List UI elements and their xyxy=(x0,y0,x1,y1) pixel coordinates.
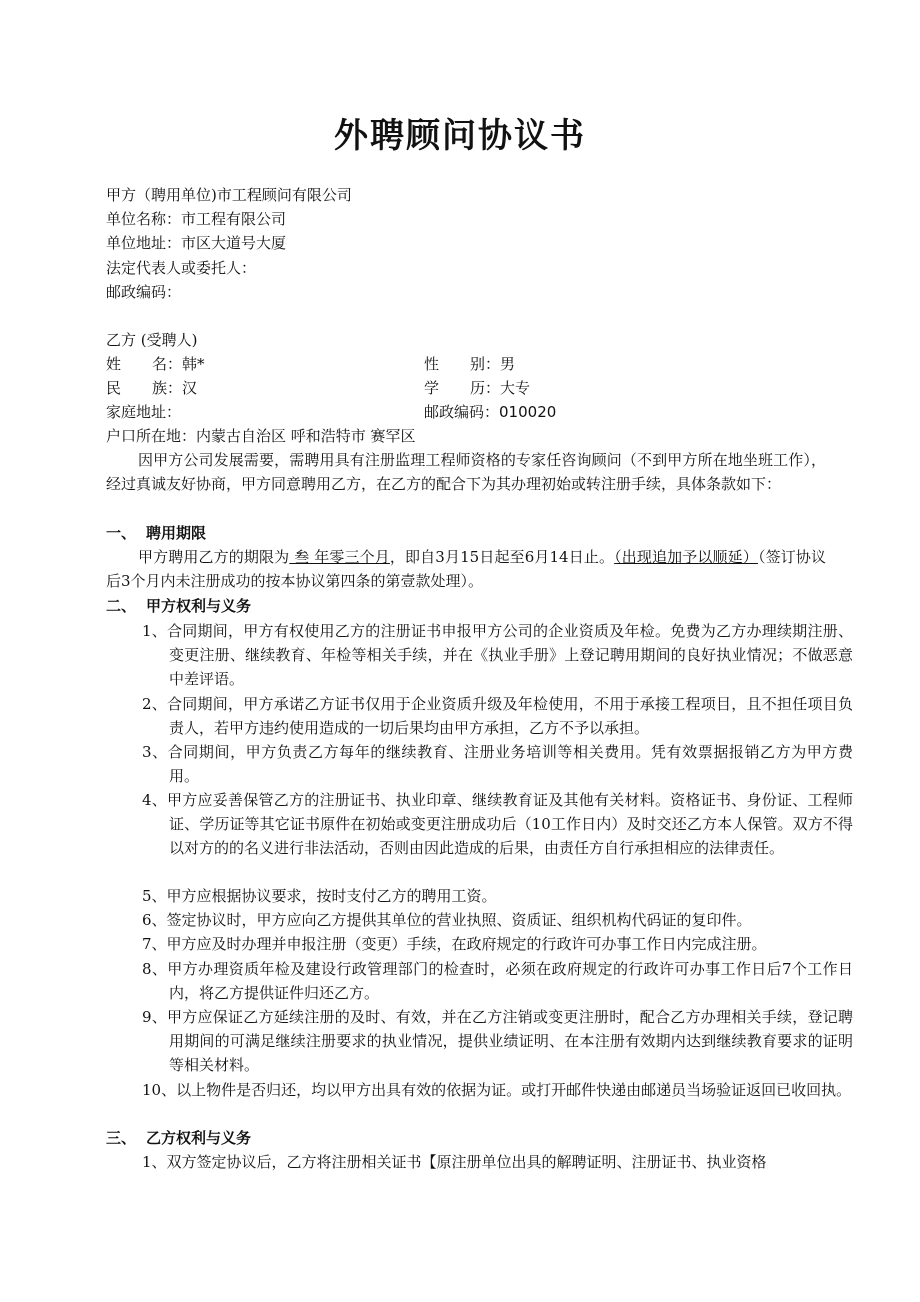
party-b-gender-field xyxy=(424,352,515,376)
education-value: 大专 xyxy=(500,379,531,397)
section-1-title: 聘用期限 xyxy=(146,524,207,542)
section-2-number: 二、 xyxy=(106,597,137,615)
party-a-legal-rep: 法定代表人或委托人： xyxy=(106,259,257,277)
section-3-heading xyxy=(106,1126,251,1150)
party-a-header: 甲方（聘用单位)市工程顾问有限公司 xyxy=(106,186,352,204)
postcode-value: 010020 xyxy=(499,403,557,421)
party-a-unit-name: 单位名称：市工程有限公司 xyxy=(106,210,287,228)
education-label-1: 学 xyxy=(424,379,440,397)
section-2-heading xyxy=(106,594,251,618)
intro-paragraph: 因甲方公司发展需要，需聘用具有注册监理工程师资格的专家任咨询顾问（不到甲方所在地坐班工作），经过真诚友好协商，甲方同意聘用乙方，在乙方的配合下为其办理初始或转注册手续，具体条款如下： xyxy=(106,451,826,493)
section-1-heading xyxy=(106,521,206,545)
gender-label-1: 性 xyxy=(424,355,440,373)
party-b-education-field xyxy=(424,376,530,400)
postcode-label: 邮政编码： xyxy=(424,403,500,421)
ethnicity-value: 汉 xyxy=(182,379,198,397)
name-value: 韩* xyxy=(182,355,205,373)
term-text-b: ，即自3月15日起至6月14日止。 xyxy=(389,548,615,566)
party-a-unit-address: 单位地址：市区大道号大厦 xyxy=(106,234,287,252)
gender-label-2: 别： xyxy=(470,355,501,373)
gender-value: 男 xyxy=(500,355,516,373)
party-b-name-field xyxy=(106,352,205,376)
party-a-postcode: 邮政编码： xyxy=(106,283,182,301)
party-b-ethnicity-field xyxy=(106,376,197,400)
section-2-item: 3、合同期间，甲方负责乙方每年的继续教育、注册业务培训等相关费用。凭有效票据报销乙方为甲方费用。 xyxy=(142,743,853,785)
term-extension: （出现追加予以顺延） xyxy=(614,548,758,566)
name-label-1: 姓 xyxy=(106,355,122,373)
section-2-item: 4、甲方应妥善保管乙方的注册证书、执业印章、继续教育证及其他有关材料。资格证书、身份证、工程师证、学历证等其它证书原件在初始或变更注册成功后（10工作日内）及时交还乙方本人保管。双方不得以对方的的名义进行非法活动，否则由因此造成的后果，由责任方自行承担相应的法律责任。 xyxy=(142,791,853,857)
name-label-2: 名： xyxy=(152,355,183,373)
section-2-item: 1、合同期间，甲方有权使用乙方的注册证书申报甲方公司的企业资质及年检。免费为乙方办理续期注册、变更注册、继续教育、年检等相关手续，并在《执业手册》上登记聘用期间的良好执业情况；不做恶意中差评语。 xyxy=(142,622,853,688)
section-1-number: 一、 xyxy=(106,524,137,542)
section-2-item: 9、甲方应保证乙方延续注册的及时、有效，并在乙方注销或变更注册时，配合乙方办理相关手续，登记聘用期间的可满足继续注册要求的执业情况，提供业绩证明、在本注册有效期内达到继续教育要求的证明等相关材料。 xyxy=(142,1008,853,1074)
section-2-item: 7、甲方应及时办理并申报注册（变更）手续，在政府规定的行政许可办事工作日内完成注册。 xyxy=(142,935,767,953)
party-b-home-address: 家庭地址： xyxy=(106,403,182,421)
section-2-item: 5、甲方应根据协议要求，按时支付乙方的聘用工资。 xyxy=(142,887,497,905)
section-3-item: 1、双方签定协议后，乙方将注册相关证书【原注册单位出具的解聘证明、注册证书、执业资格 xyxy=(142,1153,767,1171)
section-1-paragraph xyxy=(106,545,826,593)
section-2-item: 6、签定协议时，甲方应向乙方提供其单位的营业执照、资质证、组织机构代码证的复印件。 xyxy=(142,911,752,929)
ethnicity-label-1: 民 xyxy=(106,379,122,397)
section-3-title: 乙方权利与义务 xyxy=(146,1129,252,1147)
section-2-item: 2、合同期间，甲方承诺乙方证书仅用于企业资质升级及年检使用，不用于承接工程项目，且不担任项目负责人，若甲方违约使用造成的一切后果均由甲方承担，乙方不予以承担。 xyxy=(142,695,853,737)
party-b-hukou: 户口所在地：内蒙古自治区 呼和浩特市 赛罕区 xyxy=(106,427,416,445)
term-text-c: （签订协议后3个月内未注册成功的按本协议第四条的第壹款处理）。 xyxy=(106,548,826,590)
section-3-number: 三、 xyxy=(106,1129,137,1147)
party-b-header: 乙方 (受聘人) xyxy=(106,331,198,349)
ethnicity-label-2: 族： xyxy=(152,379,183,397)
section-2-item: 8、甲方办理资质年检及建设行政管理部门的检查时，必须在政府规定的行政许可办事工作日后7个工作日内，将乙方提供证件归还乙方。 xyxy=(142,960,853,1002)
section-2-item: 10、以上物件是否归还，均以甲方出具有效的依据为证。或打开邮件快递由邮递员当场验证返回已收回执。 xyxy=(142,1081,852,1099)
document-title: 外聘顾问协议书 xyxy=(334,116,586,156)
section-2-title: 甲方权利与义务 xyxy=(146,597,252,615)
term-text-a: 甲方聘用乙方的期限为 xyxy=(138,548,290,566)
party-b-postcode-field xyxy=(424,400,556,424)
education-label-2: 历： xyxy=(470,379,501,397)
term-duration: 叁 年零三个月 xyxy=(289,548,390,566)
